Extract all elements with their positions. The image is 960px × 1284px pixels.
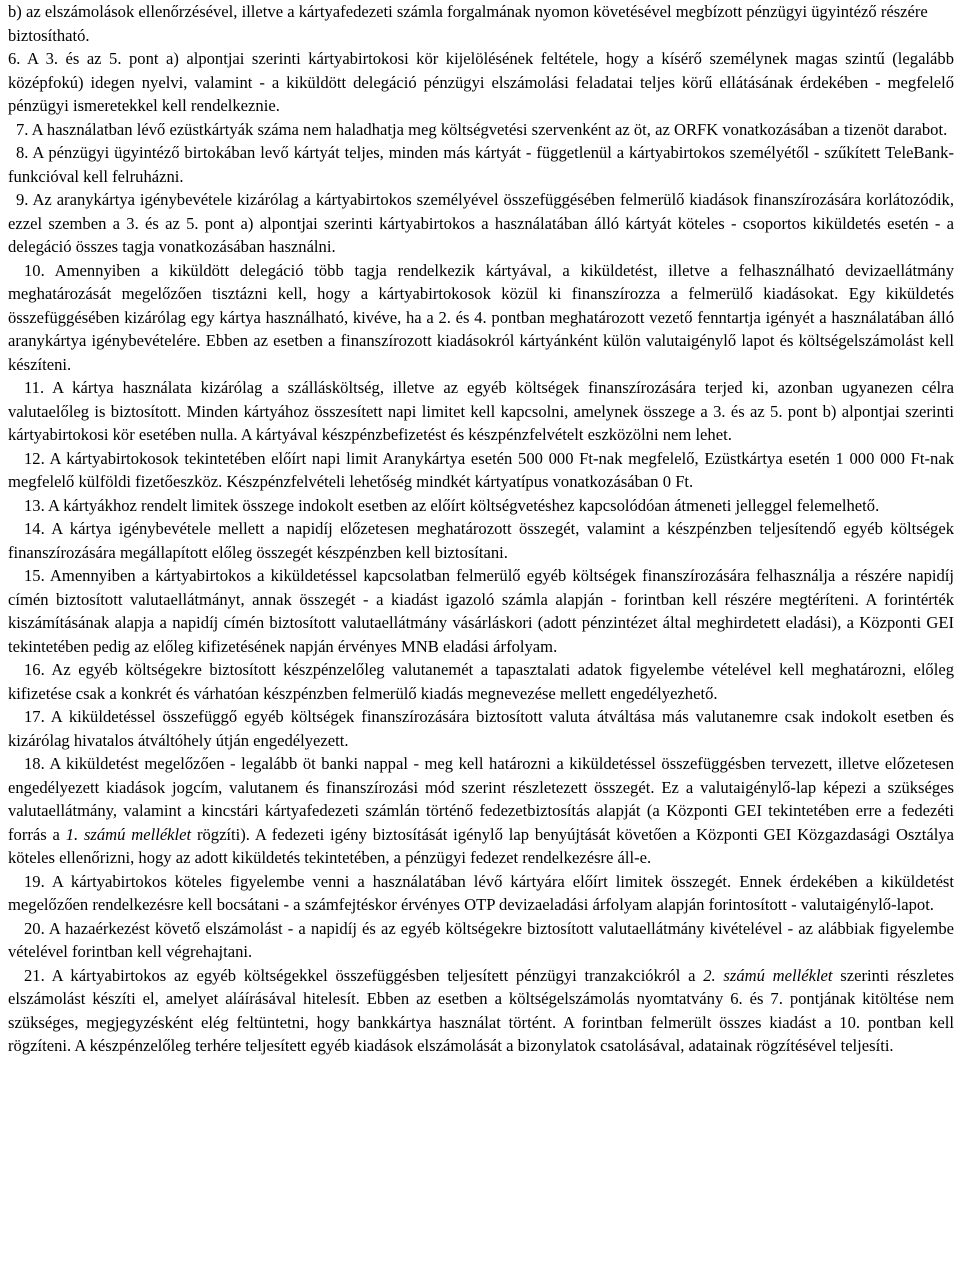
paragraph-21-text-b: szerinti részletes elszámolást készíti el, amelyet aláírásával hitelesít. Ebben az esetben a költségelszámolás nyomtatvány 6. és 7. pontjának kitöltése nem szükséges, megjegyzésként elég feltüntetni, hogy bankkártya használat történt. A forintban felmerült összes kiadást a 10. pontban kell rögzíteni. A készpénzelőleg terhére teljesített egyéb kiadások elszámolását a bizonylatok csatolásával, adatainak rögzítésével teljesíti. (8, 965, 954, 1055)
paragraph-10: 10. Amennyiben a kiküldött delegáció több tagja rendelkezik kártyával, a kiküldetést, illetve a felhasználható devizaellátmány meghatározását megelőzően tisztázni kell, hogy a kártyabirtokosok közül ki finanszírozza a felmerülő kiadásokat. Egy kiküldetés összefüggésében kizárólag egy kártya használható, kivéve, ha a 2. és 4. pontban meghatározott vezető fenntartja igényét a használatában álló aranykártya igénybevételére. Ebben az esetben a finanszírozott kiadásokról kártyánként külön valutaigénylő lapot és költségelszámolást kell készíteni. (8, 260, 954, 374)
paragraph-18 (8, 752, 954, 870)
paragraph-7: 7. A használatban lévő ezüstkártyák száma nem haladhatja meg költségvetési szervenként az öt, az ORFK vonatkozásában a tizenöt darabot. (16, 119, 948, 139)
paragraph-14: 14. A kártya igénybevétele mellett a napidíj előzetesen meghatározott összegét, valamint a készpénzben teljesítendő egyéb költségek finanszírozására megállapított előleg összegét készpénzben kell biztosítani. (8, 519, 954, 562)
paragraph-8: 8. A pénzügyi ügyintéző birtokában levő kártyát teljes, minden más kártyát - függetlenül a kártyabirtokos személyétől - szűkített TeleBank-funkcióval kell felruházni. (8, 143, 954, 186)
paragraph-19: 19. A kártyabirtokos köteles figyelembe venni a használatában lévő kártyára előírt limitek összegét. Ennek érdekében a kiküldetést megelőzően rendelkezésre kell bocsátani - a számfejtéskor érvényes OTP devizaeladási árfolyam alapján forintosított - valutaigénylő-lapot. (8, 871, 954, 914)
paragraph-17: 17. A kiküldetéssel összefüggő egyéb költségek finanszírozására biztosított valuta átváltása más valutanemre csak indokolt esetben és kizárólag hivatalos átváltóhely útján engedélyezett. (8, 707, 954, 750)
paragraph-20: 20. A hazaérkezést követő elszámolást - a napidíj és az egyéb költségekre biztosított valutaellátmány kivételével - az alábbiak figyelembe vételével forintban kell végrehajtani. (8, 918, 954, 961)
paragraph-21 (8, 964, 954, 1058)
paragraph-9: 9. Az aranykártya igénybevétele kizárólag a kártyabirtokos személyével összefüggésében felmerülő kiadások finanszírozására korlátozódik, ezzel szemben a 3. és az 5. pont a) alpontjai szerinti kártyabirtokos a használatában álló kártyát köteles - csoportos kiküldetés esetén - a delegáció összes tagja vonatkozásában használni. (8, 190, 954, 256)
paragraph-13: 13. A kártyákhoz rendelt limitek összege indokolt esetben az előírt költségvetéshez kapcsolódóan átmeneti jelleggel felemelhető. (24, 495, 880, 515)
paragraph-6: 6. A 3. és az 5. pont a) alpontjai szerinti kártyabirtokosi kör kijelölésének feltétele, hogy a kísérő személynek magas szintű (legalább középfokú) idegen nyelvi, valamint - a kiküldött delegáció pénzügyi elszámolási feladatai teljes körű ellátásának érdekében - megfelelő pénzügyi ismeretekkel kell rendelkeznie. (8, 49, 954, 115)
paragraph-18-text-b: rögzíti). A fedezeti igény biztosítását igénylő lap benyújtását követően a Központi GEI Közgazdasági Osztálya köteles ellenőrizni, hogy az adott kiküldetés tekintetében, a pénzügyi fedezet rendelkezésre áll-e. (8, 824, 954, 867)
paragraph-b: b) az elszámolások ellenőrzésével, illetve a kártyafedezeti számla forgalmának nyomon követésével megbízott pénzügyi ügyintéző részére biztosítható. (8, 2, 928, 45)
paragraph-11: 11. A kártya használata kizárólag a szállásköltség, illetve az egyéb költségek finanszírozására terjed ki, azonban ugyanezen célra valutaelőleg is biztosított. Minden kártyához összesített napi limitet kell kapcsolni, amelynek összege a 3. és az 5. pont b) alpontjai szerinti kártyabirtokosi kör esetében nulla. A kártyával készpénzbefizetést és készpénzfelvételt eszközölni nem lehet. (8, 378, 954, 444)
paragraph-16: 16. Az egyéb költségekre biztosított készpénzelőleg valutanemét a tapasztalati adatok figyelembe vételével kell meghatározni, előleg kifizetése csak a konkrét és várhatóan készpénzben felmerülő kiadás megnevezése mellett engedélyezhető. (8, 660, 954, 703)
paragraph-18-text-a: 18. A kiküldetést megelőzően - legalább öt banki nappal - meg kell határozni a kiküldetéssel összefüggésben tervezett, illetve előzetesen engedélyezett kiadások jogcím, valutanem és finanszírozási mód szerint részletezett összegét. Ez a valutaigénylő-lap képezi a szükséges valutaellátmány, valamint a kincstári kártyafedezeti számlán történő fedezetbiztosítás alapját (a Központi GEI tekintetében erre a fedezéti forrás a (8, 754, 954, 844)
annex-1-reference: 1. számú melléklet (65, 824, 192, 844)
paragraph-21-text-a: 21. A kártyabirtokos az egyéb költségekkel összefüggésben teljesített pénzügyi tranzakciókról a (24, 965, 704, 985)
annex-2-reference: 2. számú melléklet (703, 965, 833, 985)
paragraph-15: 15. Amennyiben a kártyabirtokos a kiküldetéssel kapcsolatban felmerülő egyéb költségek finanszírozására felhasználja a részére napidíj címén biztosított valutaellátmányt, annak összegét - a kiadást igazoló számla alapján - forintban kell részére megtéríteni. A forintérték kiszámításának alapja a napidíj címén biztosított valutaellátmány vásárláskori (adott pénzintézet által meghirdetett eladási), a Központi GEI tekintetében pedig az előleg kifizetésének napján érvényes MNB eladási árfolyam. (8, 566, 954, 656)
paragraph-12: 12. A kártyabirtokosok tekintetében előírt napi limit Aranykártya esetén 500 000 Ft-nak megfelelő, Ezüstkártya esetén 1 000 000 Ft-nak megfelelő külföldi fizetőeszköz. Készpénzfelvételi lehetőség mindkét kártyatípus vonatkozásában 0 Ft. (8, 448, 954, 491)
